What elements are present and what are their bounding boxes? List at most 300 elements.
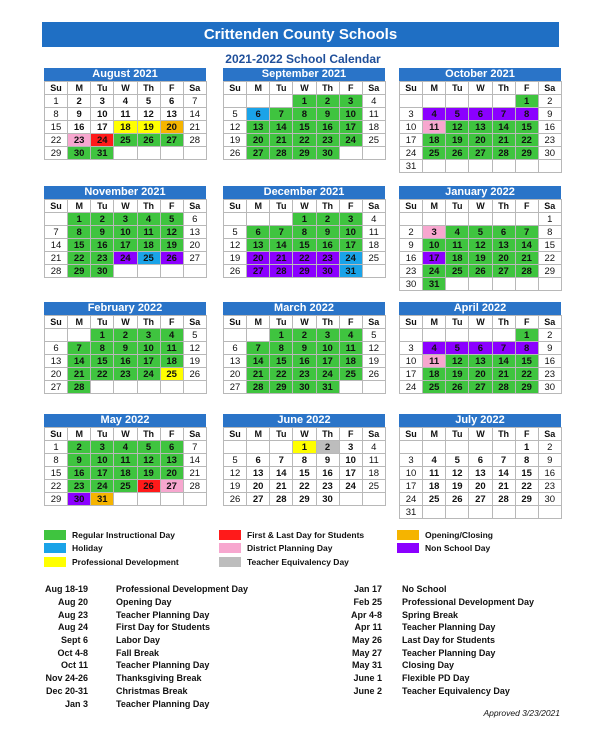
day-cell: 20 <box>247 480 270 493</box>
day-cell: 22 <box>45 134 68 147</box>
week-row <box>224 329 386 342</box>
day-cell <box>469 95 492 108</box>
day-cell: 8 <box>91 342 114 355</box>
weekday-header: F <box>515 200 538 213</box>
day-cell: 21 <box>68 368 91 381</box>
day-cell: 5 <box>362 329 385 342</box>
day-cell: 1 <box>538 213 561 226</box>
day-cell: 8 <box>515 342 538 355</box>
legend-label: Regular Instructional Day <box>72 530 175 540</box>
day-cell: 12 <box>183 342 206 355</box>
event-date: Dec 20-31 <box>45 685 88 696</box>
day-cell: 29 <box>45 147 68 160</box>
day-cell: 12 <box>446 121 469 134</box>
day-cell: 25 <box>137 252 160 265</box>
day-cell: 27 <box>469 493 492 506</box>
day-cell: 17 <box>339 121 362 134</box>
day-cell: 5 <box>446 108 469 121</box>
day-cell: 1 <box>270 329 293 342</box>
day-cell <box>339 381 362 394</box>
week-row <box>400 160 562 173</box>
event-date: Nov 24-26 <box>45 673 88 684</box>
day-cell: 10 <box>423 239 446 252</box>
legend-item <box>44 530 175 540</box>
weekday-header: Su <box>45 82 68 95</box>
day-cell: 25 <box>362 480 385 493</box>
day-cell: 20 <box>160 121 183 134</box>
day-cell: 7 <box>270 108 293 121</box>
weekday-header: Th <box>137 428 160 441</box>
day-cell <box>538 160 561 173</box>
event-date: Sept 6 <box>60 635 88 646</box>
week-row <box>224 265 386 278</box>
weekday-header: Su <box>224 82 247 95</box>
day-cell: 12 <box>362 342 385 355</box>
day-cell: 4 <box>160 329 183 342</box>
day-cell <box>446 506 469 519</box>
week-row <box>45 342 207 355</box>
day-cell: 16 <box>68 121 91 134</box>
day-cell: 9 <box>68 454 91 467</box>
day-cell: 25 <box>362 252 385 265</box>
event-date: Feb 25 <box>353 597 382 608</box>
day-cell: 8 <box>270 342 293 355</box>
day-cell: 4 <box>423 454 446 467</box>
day-cell <box>247 95 270 108</box>
event-description: Fall Break <box>116 647 160 658</box>
day-cell: 21 <box>183 467 206 480</box>
day-cell: 25 <box>423 147 446 160</box>
day-cell: 23 <box>91 252 114 265</box>
day-cell: 11 <box>362 454 385 467</box>
day-cell: 9 <box>538 454 561 467</box>
legend-item <box>44 557 179 567</box>
weekday-header: M <box>423 82 446 95</box>
day-cell: 25 <box>114 480 137 493</box>
month-title: December 2021 <box>223 186 385 199</box>
weekday-header: Tu <box>91 428 114 441</box>
legend-swatch <box>397 530 419 540</box>
day-cell <box>469 329 492 342</box>
day-cell <box>247 213 270 226</box>
day-cell <box>137 493 160 506</box>
day-cell: 17 <box>137 355 160 368</box>
month-calendar <box>399 68 561 173</box>
day-cell: 22 <box>91 368 114 381</box>
month-title: September 2021 <box>223 68 385 81</box>
month-table <box>44 199 207 278</box>
day-cell: 26 <box>446 493 469 506</box>
day-cell: 21 <box>270 480 293 493</box>
weekday-header: Tu <box>91 82 114 95</box>
week-row <box>400 239 562 252</box>
day-cell <box>183 381 206 394</box>
day-cell: 11 <box>137 226 160 239</box>
weekday-header: Su <box>45 316 68 329</box>
event-date: May 26 <box>351 635 382 646</box>
weekday-header: W <box>114 428 137 441</box>
day-cell: 28 <box>45 265 68 278</box>
week-row <box>400 493 562 506</box>
week-row <box>45 467 207 480</box>
day-cell: 31 <box>400 160 423 173</box>
day-cell: 27 <box>492 265 515 278</box>
day-cell: 5 <box>224 108 247 121</box>
day-cell <box>137 147 160 160</box>
day-cell: 8 <box>68 226 91 239</box>
day-cell: 9 <box>316 454 339 467</box>
day-cell: 10 <box>316 342 339 355</box>
day-cell: 17 <box>316 355 339 368</box>
day-cell: 5 <box>183 329 206 342</box>
day-cell: 21 <box>45 252 68 265</box>
day-cell: 10 <box>339 226 362 239</box>
weekday-header: F <box>339 200 362 213</box>
day-cell <box>492 441 515 454</box>
day-cell: 9 <box>114 342 137 355</box>
day-cell: 5 <box>469 226 492 239</box>
weekday-header: Tu <box>270 316 293 329</box>
day-cell <box>515 213 538 226</box>
weekday-header: M <box>423 200 446 213</box>
day-cell <box>160 265 183 278</box>
day-cell: 19 <box>362 355 385 368</box>
day-cell: 28 <box>492 493 515 506</box>
day-cell <box>160 381 183 394</box>
day-cell: 26 <box>362 368 385 381</box>
event-description: Teacher Planning Day <box>116 609 210 620</box>
day-cell: 14 <box>247 355 270 368</box>
day-cell: 31 <box>316 381 339 394</box>
day-cell: 16 <box>538 467 561 480</box>
weekday-header: F <box>160 428 183 441</box>
day-cell: 25 <box>423 381 446 394</box>
day-cell: 19 <box>224 252 247 265</box>
month-title: June 2022 <box>223 414 385 427</box>
week-row <box>45 368 207 381</box>
week-row <box>400 342 562 355</box>
day-cell: 10 <box>91 108 114 121</box>
day-cell: 19 <box>446 480 469 493</box>
day-cell <box>224 441 247 454</box>
day-cell: 14 <box>492 355 515 368</box>
day-cell: 4 <box>114 95 137 108</box>
day-cell: 18 <box>446 252 469 265</box>
day-cell: 15 <box>293 239 316 252</box>
weekday-header: Th <box>137 200 160 213</box>
week-row <box>45 213 207 226</box>
day-cell: 28 <box>492 147 515 160</box>
day-cell: 6 <box>492 226 515 239</box>
day-cell: 23 <box>68 134 91 147</box>
day-cell: 17 <box>91 467 114 480</box>
day-cell <box>137 381 160 394</box>
day-cell <box>492 95 515 108</box>
week-row <box>400 355 562 368</box>
month-table <box>44 427 207 506</box>
day-cell: 7 <box>45 226 68 239</box>
event-row <box>330 659 534 672</box>
day-cell: 18 <box>423 480 446 493</box>
month-title: October 2021 <box>399 68 561 81</box>
event-date: Oct 4-8 <box>57 647 88 658</box>
day-cell: 29 <box>293 265 316 278</box>
day-cell: 12 <box>137 108 160 121</box>
weekday-header: Sa <box>183 200 206 213</box>
day-cell: 29 <box>515 381 538 394</box>
weekday-header: W <box>114 82 137 95</box>
event-row <box>330 621 534 634</box>
legend-swatch <box>219 557 241 567</box>
weekday-header: Th <box>492 200 515 213</box>
month-calendar <box>223 186 385 278</box>
day-cell <box>492 329 515 342</box>
day-cell: 16 <box>538 121 561 134</box>
legend-item <box>219 557 349 567</box>
weekday-header: F <box>339 82 362 95</box>
weekday-header: M <box>247 200 270 213</box>
week-row <box>224 108 386 121</box>
day-cell <box>270 441 293 454</box>
week-row <box>45 239 207 252</box>
week-row <box>224 252 386 265</box>
weekday-header: Sa <box>538 200 561 213</box>
day-cell: 19 <box>224 480 247 493</box>
day-cell: 28 <box>515 265 538 278</box>
month-title: May 2022 <box>44 414 206 427</box>
day-cell: 30 <box>293 381 316 394</box>
day-cell: 10 <box>114 226 137 239</box>
day-cell: 3 <box>400 342 423 355</box>
day-cell: 13 <box>224 355 247 368</box>
day-cell: 14 <box>492 121 515 134</box>
weekday-header: Th <box>137 82 160 95</box>
event-row <box>30 634 248 647</box>
day-cell <box>183 493 206 506</box>
day-cell: 3 <box>91 441 114 454</box>
weekday-header: Su <box>224 316 247 329</box>
day-cell: 27 <box>160 480 183 493</box>
day-cell: 2 <box>538 329 561 342</box>
day-cell <box>492 506 515 519</box>
weekday-header: F <box>515 82 538 95</box>
day-cell: 13 <box>45 355 68 368</box>
day-cell: 29 <box>293 493 316 506</box>
day-cell: 10 <box>91 454 114 467</box>
day-cell: 14 <box>183 454 206 467</box>
legend-swatch <box>219 530 241 540</box>
day-cell: 30 <box>538 493 561 506</box>
day-cell: 13 <box>183 226 206 239</box>
day-cell: 17 <box>400 368 423 381</box>
month-calendar <box>223 302 385 394</box>
week-row <box>45 441 207 454</box>
day-cell: 30 <box>400 278 423 291</box>
week-row <box>224 239 386 252</box>
day-cell: 28 <box>183 134 206 147</box>
month-table <box>223 315 386 394</box>
event-description: No School <box>402 584 447 595</box>
day-cell: 10 <box>137 342 160 355</box>
event-date: June 1 <box>353 673 382 684</box>
month-table <box>399 315 562 394</box>
day-cell: 4 <box>137 213 160 226</box>
day-cell: 29 <box>293 147 316 160</box>
week-row <box>224 441 386 454</box>
day-cell: 13 <box>160 108 183 121</box>
legend-label: Teacher Equivalency Day <box>247 557 349 567</box>
event-description: Last Day for Students <box>402 635 496 646</box>
day-cell: 2 <box>538 95 561 108</box>
week-row <box>400 213 562 226</box>
day-cell: 17 <box>339 467 362 480</box>
month-calendar <box>44 302 206 394</box>
week-row <box>400 108 562 121</box>
weekday-header: Th <box>316 428 339 441</box>
day-cell: 14 <box>183 108 206 121</box>
legend-label: First & Last Day for Students <box>247 530 365 540</box>
day-cell: 18 <box>339 355 362 368</box>
day-cell: 2 <box>68 441 91 454</box>
day-cell: 11 <box>446 239 469 252</box>
day-cell: 13 <box>247 467 270 480</box>
day-cell: 23 <box>316 252 339 265</box>
day-cell: 31 <box>400 506 423 519</box>
day-cell: 21 <box>270 252 293 265</box>
day-cell: 27 <box>224 381 247 394</box>
day-cell: 26 <box>224 147 247 160</box>
day-cell: 27 <box>45 381 68 394</box>
day-cell: 15 <box>45 121 68 134</box>
day-cell: 4 <box>362 95 385 108</box>
day-cell: 8 <box>293 454 316 467</box>
day-cell: 6 <box>160 95 183 108</box>
weekday-header: Tu <box>270 82 293 95</box>
event-row <box>30 659 248 672</box>
day-cell: 1 <box>45 441 68 454</box>
day-cell: 3 <box>400 108 423 121</box>
day-cell: 29 <box>270 381 293 394</box>
day-cell <box>362 493 385 506</box>
day-cell <box>423 160 446 173</box>
day-cell: 18 <box>362 467 385 480</box>
event-row <box>30 672 248 685</box>
legend <box>44 530 564 572</box>
day-cell: 2 <box>316 95 339 108</box>
day-cell: 21 <box>270 134 293 147</box>
day-cell: 27 <box>247 493 270 506</box>
day-cell: 9 <box>538 108 561 121</box>
day-cell: 4 <box>423 342 446 355</box>
legend-swatch <box>397 543 419 553</box>
event-date: Jan 3 <box>64 698 88 709</box>
day-cell <box>446 278 469 291</box>
day-cell: 11 <box>114 108 137 121</box>
day-cell: 30 <box>316 493 339 506</box>
event-description: Teacher Equivalency Day <box>402 685 510 696</box>
week-row <box>400 441 562 454</box>
day-cell <box>469 506 492 519</box>
day-cell: 6 <box>469 108 492 121</box>
month-title: April 2022 <box>399 302 561 315</box>
day-cell: 7 <box>515 226 538 239</box>
day-cell: 7 <box>270 226 293 239</box>
month-title: February 2022 <box>44 302 206 315</box>
day-cell: 14 <box>515 239 538 252</box>
weekday-header: M <box>68 316 91 329</box>
month-calendar <box>223 414 385 506</box>
day-cell: 25 <box>339 368 362 381</box>
day-cell: 4 <box>362 441 385 454</box>
day-cell: 25 <box>114 134 137 147</box>
weekday-header: Sa <box>538 316 561 329</box>
day-cell: 31 <box>91 147 114 160</box>
weekday-header: Sa <box>362 200 385 213</box>
day-cell: 20 <box>469 134 492 147</box>
month-table <box>223 81 386 160</box>
day-cell: 1 <box>293 213 316 226</box>
school-title-banner <box>42 22 559 47</box>
day-cell <box>114 381 137 394</box>
event-description: Professional Development Day <box>402 597 535 608</box>
day-cell: 7 <box>270 454 293 467</box>
event-description: Closing Day <box>402 660 455 671</box>
day-cell <box>68 329 91 342</box>
weekday-header: W <box>469 428 492 441</box>
day-cell: 3 <box>316 329 339 342</box>
day-cell: 20 <box>469 480 492 493</box>
day-cell: 16 <box>538 355 561 368</box>
day-cell: 20 <box>224 368 247 381</box>
month-table <box>44 81 207 160</box>
day-cell: 15 <box>515 467 538 480</box>
day-cell: 2 <box>538 441 561 454</box>
weekday-header: F <box>160 82 183 95</box>
day-cell: 8 <box>45 454 68 467</box>
weekday-header: M <box>68 200 91 213</box>
event-description: Teacher Planning Day <box>402 647 496 658</box>
weekday-header: Tu <box>91 200 114 213</box>
event-date: Jan 17 <box>353 584 382 595</box>
event-row <box>30 596 248 609</box>
weekday-header: W <box>293 428 316 441</box>
day-cell: 22 <box>515 368 538 381</box>
day-cell: 8 <box>538 226 561 239</box>
day-cell <box>446 95 469 108</box>
event-date: Apr 4-8 <box>350 609 382 620</box>
day-cell: 7 <box>492 342 515 355</box>
day-cell: 20 <box>45 368 68 381</box>
day-cell: 16 <box>91 239 114 252</box>
day-cell: 6 <box>469 342 492 355</box>
day-cell: 25 <box>446 265 469 278</box>
day-cell: 3 <box>114 213 137 226</box>
weekday-header: Sa <box>538 82 561 95</box>
day-cell: 7 <box>183 95 206 108</box>
day-cell <box>400 441 423 454</box>
event-date: Aug 20 <box>57 597 88 608</box>
day-cell: 22 <box>270 368 293 381</box>
day-cell: 19 <box>137 467 160 480</box>
day-cell: 15 <box>293 467 316 480</box>
day-cell: 30 <box>68 493 91 506</box>
day-cell: 13 <box>247 239 270 252</box>
day-cell: 3 <box>339 95 362 108</box>
day-cell: 17 <box>91 121 114 134</box>
day-cell: 26 <box>137 134 160 147</box>
event-row <box>30 608 248 621</box>
day-cell: 11 <box>339 342 362 355</box>
